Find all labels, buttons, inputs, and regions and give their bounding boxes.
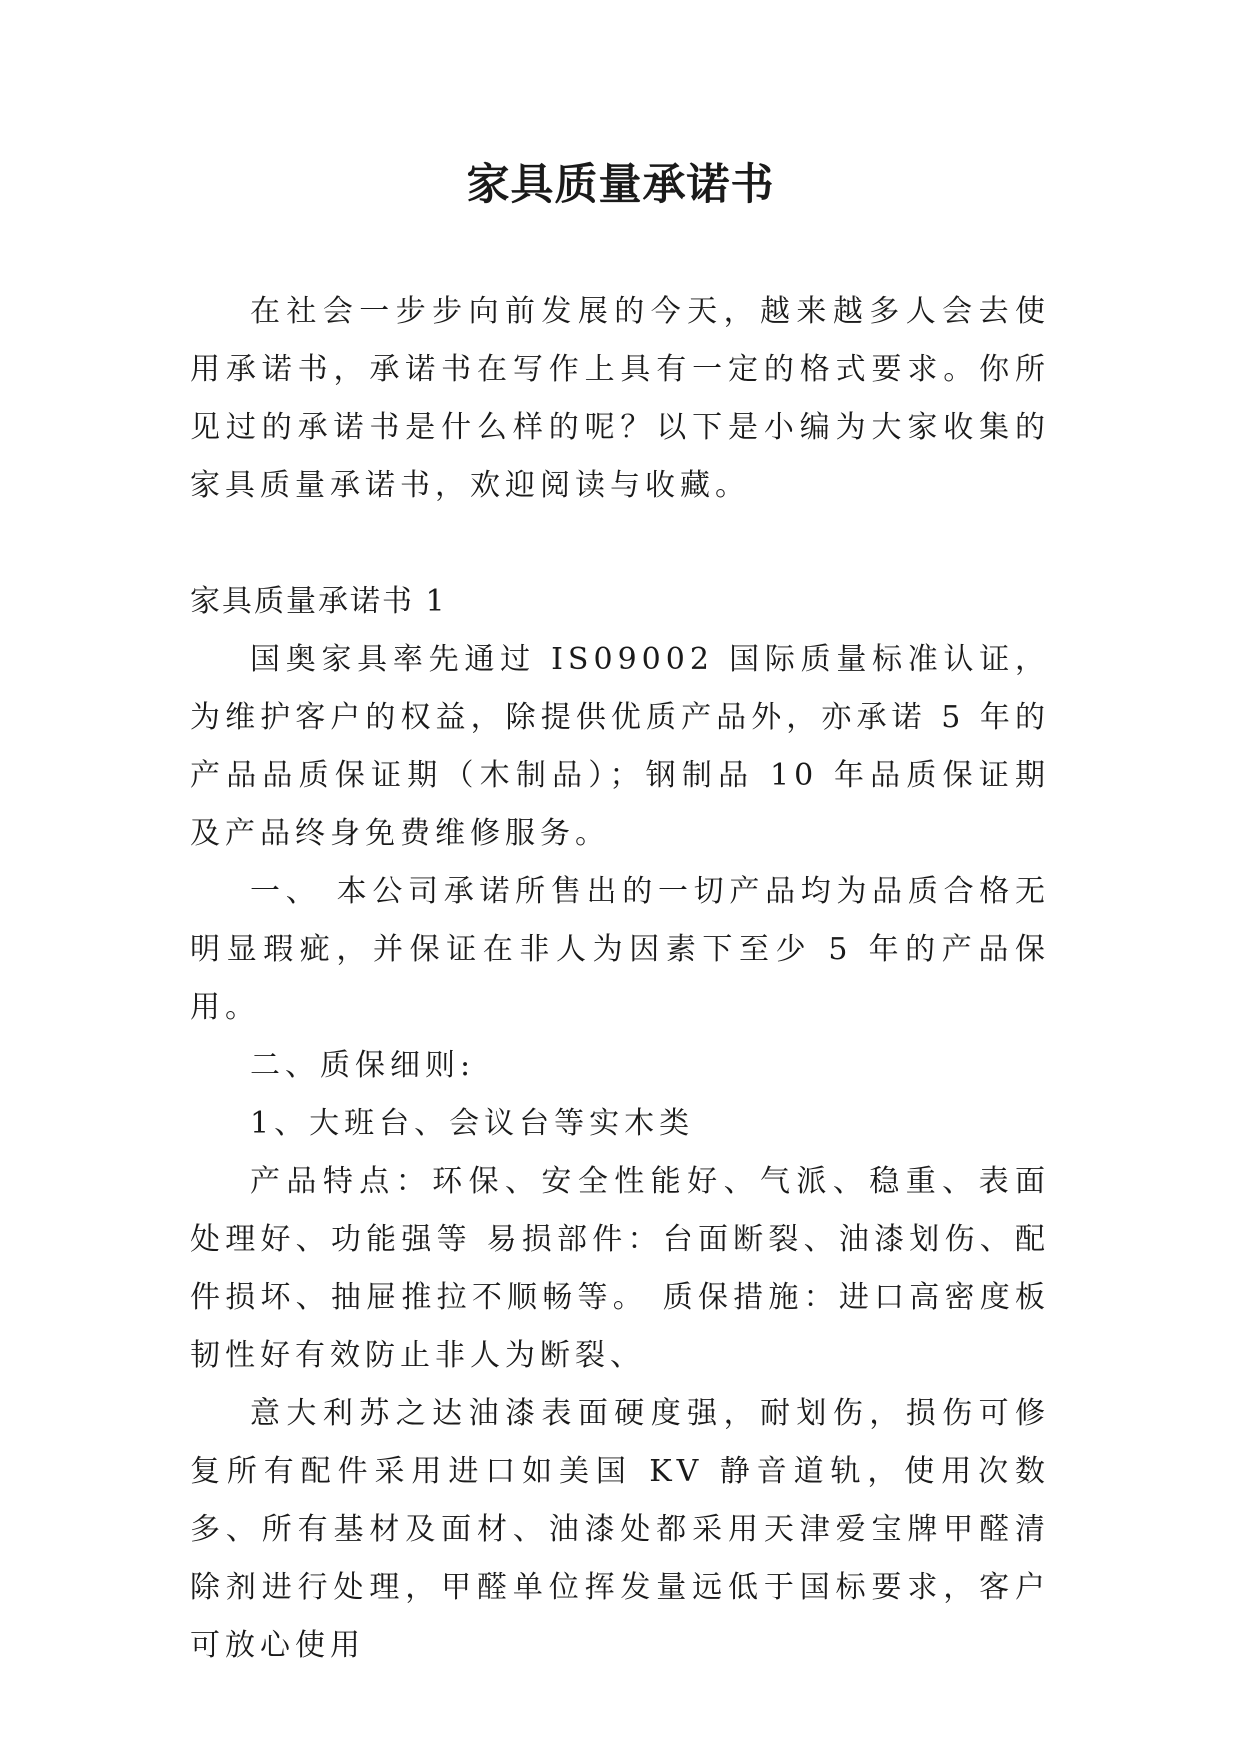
body-paragraph: 一、 本公司承诺所售出的一切产品均为品质合格无明显瑕疵，并保证在非人为因素下至少 5 年的产品保用。 — [190, 874, 1050, 1025]
document-title: 家具质量承诺书 — [466, 160, 775, 210]
section-heading: 家具质量承诺书 1 — [190, 584, 447, 619]
document-body — [190, 283, 1050, 1675]
intro-paragraph: 在社会一步步向前发展的今天，越来越多人会去使用承诺书，承诺书在写作上具有一定的格式要求。你所见过的承诺书是什么样的呢？以下是小编为大家收集的家具质量承诺书，欢迎阅读与收藏。 — [190, 294, 1050, 503]
paragraph-gap — [190, 515, 1050, 573]
body-paragraph: 1、大班台、会议台等实木类 — [250, 1106, 695, 1141]
body-paragraph: 二、质保细则: — [250, 1048, 476, 1083]
body-paragraph: 意大利苏之达油漆表面硬度强，耐划伤，损伤可修复所有配件采用进口如美国 KV 静音道轨，使用次数多、所有基材及面材、油漆处都采用天津爱宝牌甲醛清除剂进行处理，甲醛单位挥发量远低于国标要求，客户可放心使用 — [190, 1396, 1050, 1663]
body-paragraph: 产品特点：环保、安全性能好、气派、稳重、表面处理好、功能强等 易损部件：台面断裂、油漆划伤、配件损坏、抽屉推拉不顺畅等。 质保措施：进口高密度板韧性好有效防止非人为断裂、 — [190, 1164, 1050, 1373]
body-paragraph: 国奥家具率先通过 IS09002 国际质量标准认证，为维护客户的权益，除提供优质产品外，亦承诺 5 年的产品品质保证期（木制品）；钢制品 10 年品质保证期及产品终身免费维修服务。 — [190, 642, 1050, 851]
